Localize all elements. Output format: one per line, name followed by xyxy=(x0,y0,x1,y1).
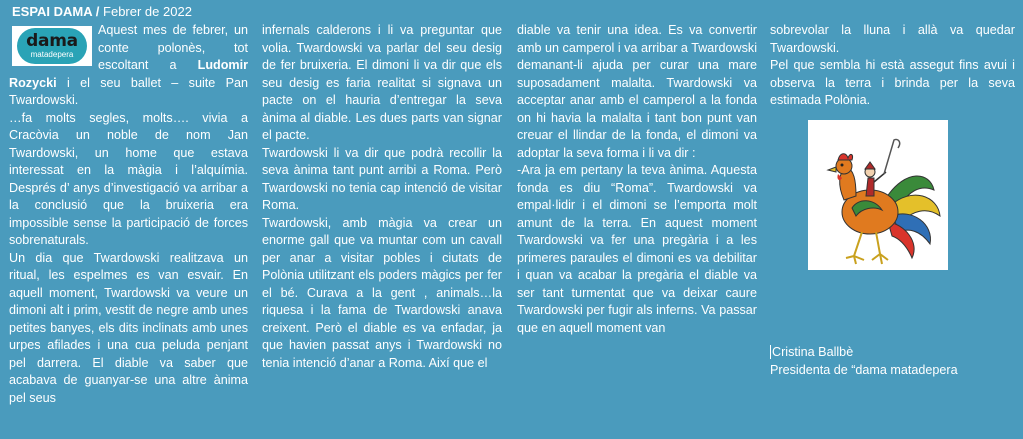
section-header xyxy=(12,4,192,20)
paragraph: infernals calderons i li va preguntar que volia. Twardowski va parlar del seu desig de fer bruixeria. El dimoni li va dir que els seu desig es faria realitat si signava un pacte on el hauria d’entregar la seva ànima al diable. Les dues parts van signar el pacte. xyxy=(262,23,502,142)
paragraph: sobrevolar la lluna i allà va quedar Twardowski. xyxy=(770,23,1015,55)
paragraph: Twardowski li va dir que podrà recollir la seva ànima tant punt arribi a Roma. Però Twardowski no tenia cap intenció de visitar Roma. xyxy=(262,145,502,212)
paragraph: …fa molts segles, molts…. vivia a Cracòvia un noble de nom Jan Twardowski, un home que estava interessat en la màgia i l’alquímia. Després d’ anys d’investigació va arribar a la conclusió que la bruixeria era impossible sense la participació de forces sobrenaturals. xyxy=(9,110,248,247)
composer-name: Ludomir Rozycki xyxy=(9,58,248,90)
author-role: Presidenta de “dama matadepera xyxy=(770,362,958,377)
signature-block xyxy=(770,344,958,379)
intro-text-b: i el seu ballet – suite Pan Twardowski. xyxy=(9,75,248,107)
issue-date: Febrer de 2022 xyxy=(103,4,192,19)
paragraph: Pel que sembla hi està assegut fins avui i observa la terra i brinda per la seva estimada Polònia. xyxy=(770,58,1015,107)
rooster-rider-illustration xyxy=(808,120,948,270)
logo-disc xyxy=(17,28,87,64)
article-column-3 xyxy=(517,22,757,337)
logo-subtitle: matadepera xyxy=(30,50,74,59)
rooster-icon xyxy=(808,120,948,270)
intro-text-a: Aquest mes de febrer, un conte polonès, tot escoltant a xyxy=(98,23,248,72)
dama-logo xyxy=(12,26,92,66)
logo-brand: dama xyxy=(26,31,78,51)
intro-paragraph xyxy=(9,22,248,110)
author-name: Cristina Ballbè xyxy=(772,345,854,359)
paragraph: Twardowski, amb màgia va crear un enorme gall que va muntar com un cavall per anar a visitar pobles i ciutats de Polònia utilitzant els poders màgics per fer el bé. Curava a la gent , animals…la riquesa i la fama de Twardowski anava creixent. Però el diable es va enfadar, ja que havien passat anys i Twardowski no tenia intenció d’anar a Roma. Així que el xyxy=(262,215,502,370)
paragraph: diable va tenir una idea. Es va convertir amb un camperol i va arribar a Twardowski demanant-li ajuda per curar una mare suposadament malalta. Twardowski va acceptar anar amb el camperol a la fonda on hi havia la malalta i tant bon punt van creuar el llindar de la fonda, el dimoni va adoptar la seva forma i li va dir : xyxy=(517,23,757,160)
section-title: ESPAI DAMA / xyxy=(12,4,100,19)
paragraph: -Ara ja em pertany la teva ànima. Aquesta fonda es diu “Roma”. Twardowski va empal·lidir i el dimoni se l’emporta molt amunt de la terra. En aquest moment Twardowski va fer una pregària i a les primeres paraules el dimoni es va debilitar i quan va acabar la pregària el diable va ser tant turmentat que va deixar caure Twardowski per fugir als inferns. Va passar que en aquell moment van xyxy=(517,163,757,335)
article-column-1 xyxy=(9,22,248,407)
article-column-2 xyxy=(262,22,502,372)
article-column-4 xyxy=(770,22,1015,110)
paragraph: Un dia que Twardowski realitzava un ritual, les espelmes es van esvair. En aquell moment, Twardowski va veure un dimoni alt i prim, vestit de negre amb unes petites banyes, els dits inclinats amb unes urpes afilades i una cua peluda penjant pel darrera. El diable va saber que acabava de guanyar-se una altre ànima pel seus xyxy=(9,250,248,405)
